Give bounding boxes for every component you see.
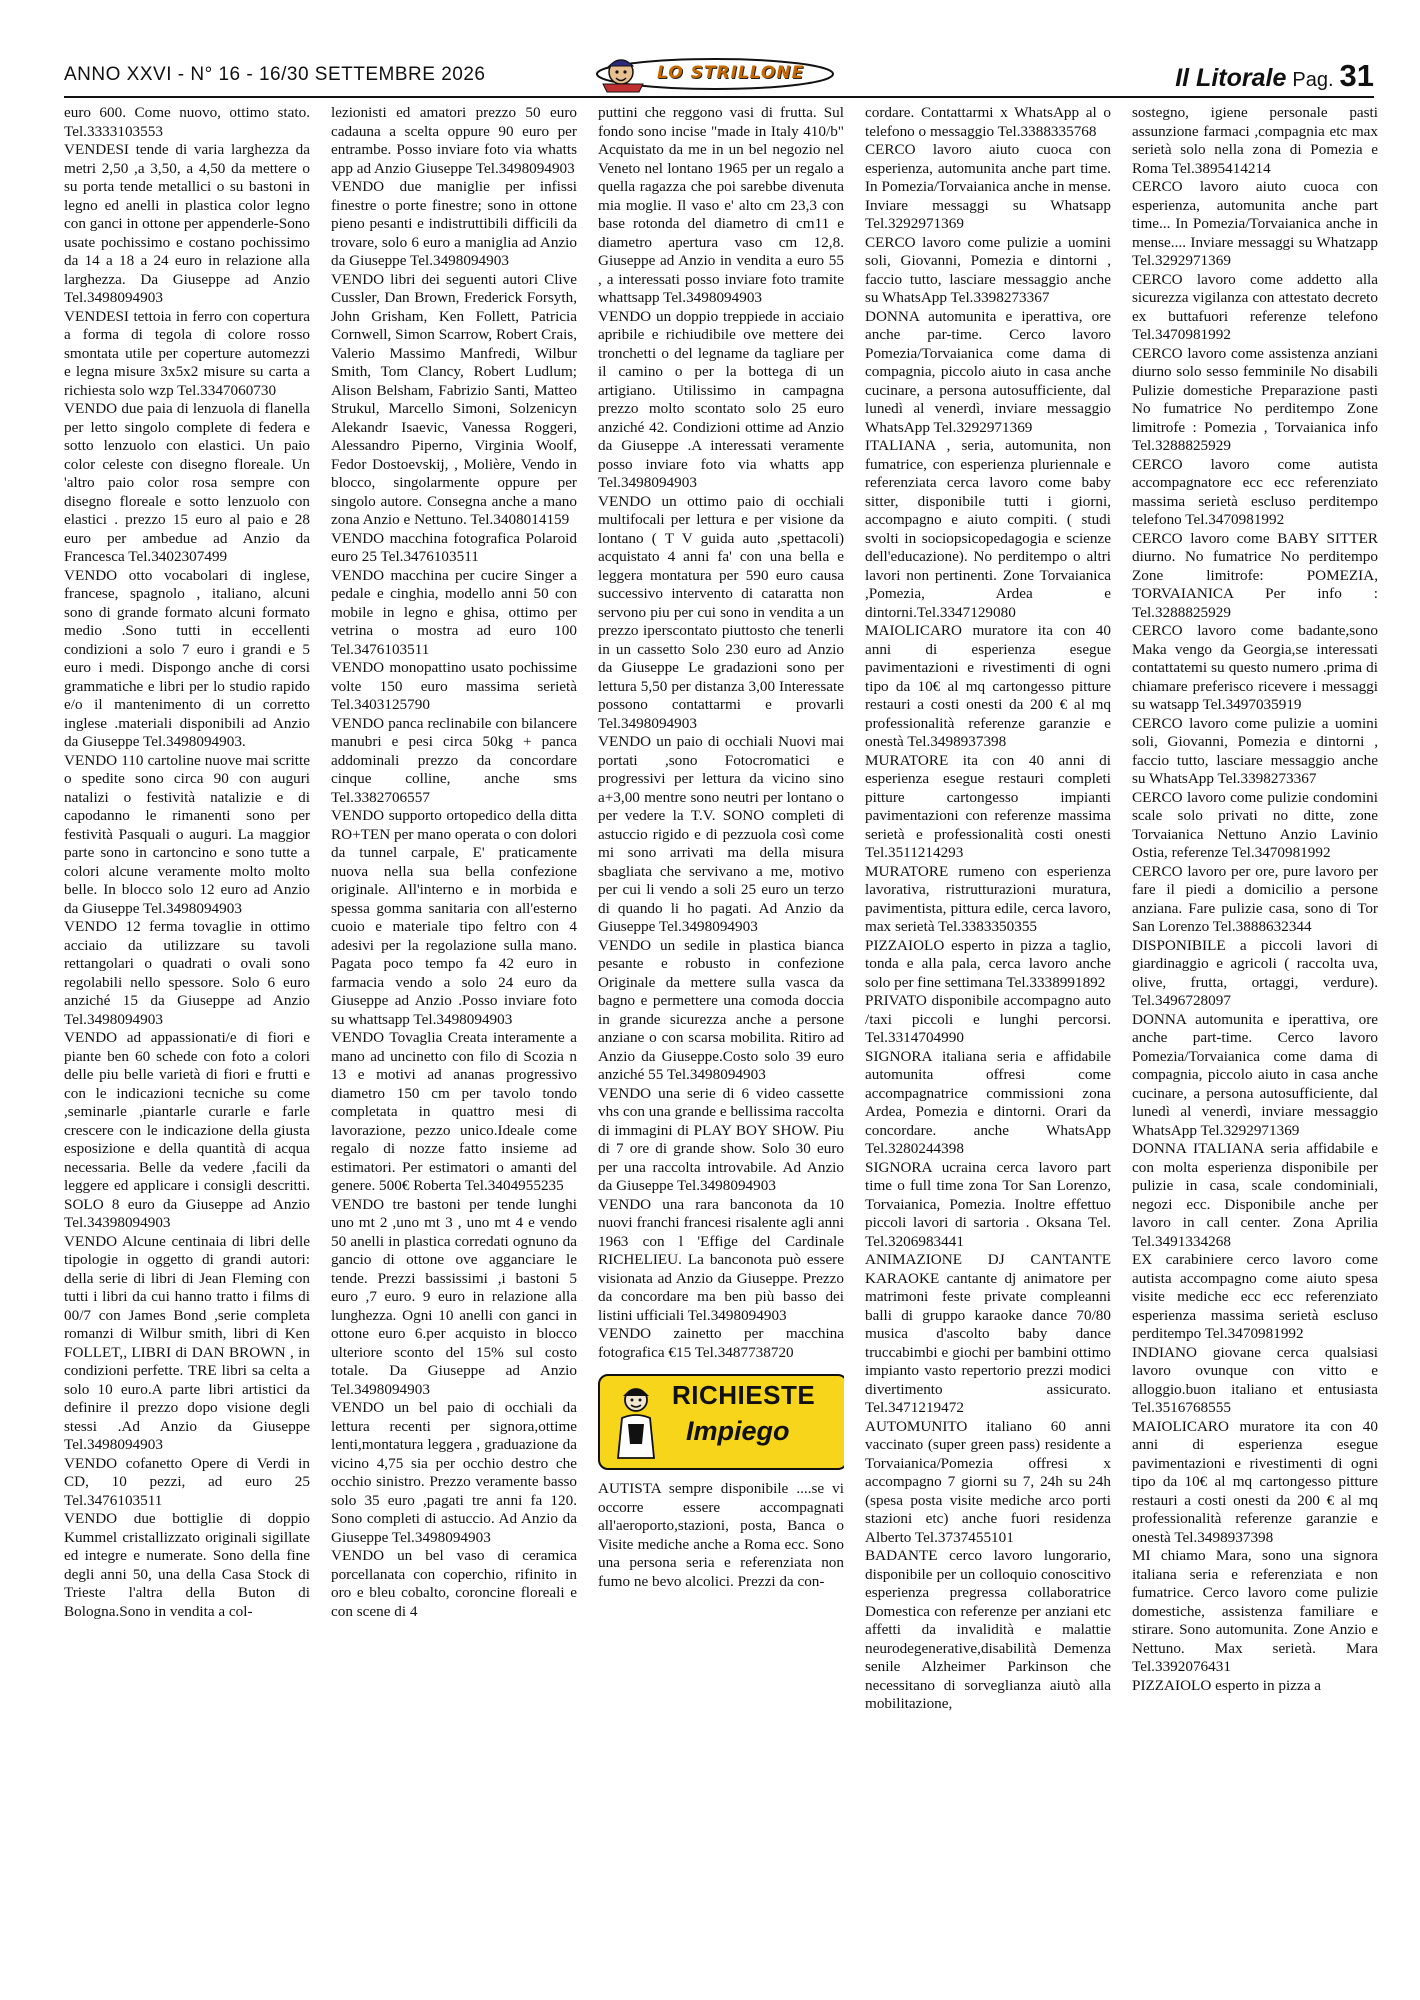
- page-header: [64, 58, 1374, 92]
- classified-ad: VENDO panca reclinabile con bilancere manubri e pesi circa 50kg + panca addominali prezzo da concordare cinque colline, anche sms Tel.3382706557: [331, 714, 577, 806]
- classified-ad: lezionisti ed amatori prezzo 50 euro cadauna a scelta oppure 90 euro per entrambe. Posso inviare foto via whatts app ad Anzio Giuseppe Tel.3498094903: [331, 104, 577, 177]
- page-label: [1175, 58, 1374, 94]
- classified-ad: ANIMAZIONE DJ CANTANTE KARAOKE cantante dj animatore per matrimoni feste private compleanni balli di gruppo karaoke dance 70/80 musica d'ascolto baby dance truccabimbi e giochi per bambini ottimo impianto vasto repertorio prezzi modici divertimento assicurato. Tel.3471219472: [865, 1251, 1111, 1416]
- classified-ad: VENDO supporto ortopedico della ditta RO+TEN per mano operata o con dolori da tunnel carpale, E' praticamente nuova nella sua bella confezione originale. All'interno e in morbida e spessa gomma sanitaria con all'esterno cuoio e materiale tipo feltro con 4 adesivi per la regolazione sulla mano. Pagata poco tempo fa 42 euro in farmacia vendo a solo 24 euro da Giuseppe ad Anzio .Posso inviare foto su whattsapp Tel.3498094903: [331, 807, 577, 1028]
- classified-ad: DONNA ITALIANA seria affidabile e con molta esperienza disponibile per pulizie in casa, scale condominiali, negozi ecc. Disponibile anche per lavoro in call center. Zona Aprilia Tel.3491334268: [1132, 1140, 1378, 1250]
- classified-ad: sostegno, igiene personale pasti assunzione farmaci ,compagnia etc max serietà solo nella zona di Pomezia e Roma Tel.3895414214: [1132, 104, 1378, 177]
- classified-ad: VENDO un doppio treppiede in acciaio apribile e richiudibile ove mettere dei tronchetti o del legname da tagliare per il camino o per la bottega di un artigiano. Utilissimo in campagna prezzo molto scontato solo 25 euro anziché 42. Condizioni ottime ad Anzio da Giuseppe .A interessati veramente posso inviare foto via whatts app Tel.3498094903: [598, 307, 844, 491]
- classified-ad: VENDO ad appassionati/e di fiori e piante ben 60 schede con foto a colori delle piu belle varietà di fiori e frutti e con le indicazioni tecniche su come ,seminarle ,piantarle curarle e farle crescere con le indicazione della giusta esposizione e della quantità di acqua necessaria. Belle da vedere ,facili da leggere ed applicare i consigli descritti. SOLO 8 euro da Giuseppe ad Anzio Tel.34398094903: [64, 1029, 310, 1231]
- classified-ad: VENDO un paio di occhiali Nuovi mai portati ,sono Fotocromatici e progressivi per lettura da vicino sino a+3,00 mentre sono neutri per lontano o per vedere la T.V. SONO completi di astuccio rigido e di pezzuola così come mi sono arrivati ma della misura sbagliata che servivano a me, motivo per cui li vendo a soli 25 euro un terzo di quando li ho pagati. Ad Anzio da Giuseppe Tel.3498094903: [598, 733, 844, 935]
- classified-ad: CERCO lavoro come pulizie a uomini soli, Giovanni, Pomezia e dintorni , faccio tutto, lasciare messaggio anche su WhatsApp Tel.3398273367: [865, 233, 1111, 306]
- classified-ad: DONNA automunita e iperattiva, ore anche part-time. Cerco lavoro Pomezia/Torvaianica come dama di compagnia, piccolo aiuto in casa anche cucinare, a persona autosufficiente, dal lunedì al venerdì, inviare messaggio WhatsApp Tel.3292971369: [1132, 1010, 1378, 1139]
- classified-ad: VENDO cofanetto Opere di Verdi in CD, 10 pezzi, ad euro 25 Tel.3476103511: [64, 1454, 310, 1509]
- classified-ad: VENDO Tovaglia Creata interamente a mano ad uncinetto con filo di Scozia n 13 e motivi ad ananas progressivo diametro 150 cm per tavolo tondo completata in quattro mesi di lavorazione, pezzo unico.Ideale come regalo di nozze fatto insieme ad estimatori. Per estimatori o amanti del genere. 500€ Roberta Tel.3404955235: [331, 1029, 577, 1194]
- classified-ad: VENDO un ottimo paio di occhiali multifocali per lettura e per visione da lontano ( T V guida auto ,spettacoli) acquistato 4 anni fa' con una bella e leggera montatura per 590 euro causa successivo intervento di cataratta non servono piu per cui sono in vendita a un prezzo iperscontato piuttosto che tenerli in un cassetto Solo 230 euro ad Anzio da Giuseppe Le gradazioni sono per lettura 5,50 per distanza 3,00 Interessate possono contattarmi e provarli Tel.3498094903: [598, 492, 844, 732]
- classified-ad: CERCO lavoro come assistenza anziani diurno solo sesso femminile No disabili Pulizie domestiche Preparazione pasti No fumatrice No perditempo Zone limitrofe : Pomezia , Torvaianica info Tel.3288825929: [1132, 344, 1378, 454]
- classified-ad: VENDO monopattino usato pochissime volte 150 euro massima serietà Tel.3403125790: [331, 659, 577, 713]
- classified-ad: CERCO lavoro come BABY SITTER diurno. No fumatrice No perditempo Zone limitrofe: POMEZIA, TORVAIANICA Per info : Tel.3288825929: [1132, 529, 1378, 621]
- classified-ad: VENDO tre bastoni per tende lunghi uno mt 2 ,uno mt 3 , uno mt 4 e vendo 50 anelli in plastica corredati ognuno da gancio di ottone ove agganciare le tende. Prezzi bassissimi ,i bastoni 5 euro ,7 euro. 9 euro in relazione alla lunghezza. Ogni 10 anelli con ganci in ottone euro 6.per acquisto in blocco ulteriore sconto del 15% sul costo totale. Da Giuseppe ad Anzio Tel.3498094903: [331, 1195, 577, 1398]
- classified-ad: VENDO due paia di lenzuola di flanella per letto singolo complete di federa e sotto lenzuolo con elastici. Un paio color celeste con disegno floreale. Un 'altro paio color rosa sempre con disegno floreale e sotto lenzuolo con elastici . prezzo 15 euro al paio e 28 euro per ambedue ad Anzio da Francesca Tel.3402307499: [64, 400, 310, 565]
- classified-ad: VENDO otto vocabolari di inglese, francese, spagnolo , italiano, alcuni sono di grande formato alcuni formato medio .Sono tutti in eccellenti condizioni a solo 7 euro i grandi e 5 euro i medi. Dispongo anche di corsi grammatiche e libri per lo studio rapido e/o il mantenimento di un corretto inglese .materiali disponibili ad Anzio da Giuseppe Tel.3498094903.: [64, 566, 310, 750]
- worker-icon: [606, 1384, 666, 1460]
- classified-ad: euro 600. Come nuovo, ottimo stato. Tel.3333103553: [64, 104, 310, 140]
- paper-name: Il Litorale: [1175, 64, 1287, 92]
- page-number: 31: [1339, 58, 1374, 93]
- section-banner-richieste-impiego: [598, 1374, 844, 1470]
- classified-ad: CERCO lavoro aiuto cuoca con esperienza, automunita anche part time... In Pomezia/Torvaianica anche in mense.... Inviare messaggi su Whatzapp Tel.3292971369: [1132, 178, 1378, 269]
- classified-ad: ITALIANA , seria, automunita, non fumatrice, con esperienza pluriennale e referenziata cerca lavoro come baby sitter, disponibile tutti i giorni, accompagno e aiuto compiti. ( studi svolti in sociopsicopedagogia e scienze dell'educazione). No perditempo o altri lavori non pertinenti. Zone Torvaianica ,Pomezia, Ardea e dintorni.Tel.3347129080: [865, 437, 1111, 621]
- classified-ad: DONNA automunita e iperattiva, ore anche par-time. Cerco lavoro Pomezia/Torvaianica come dama di compagnia, piccolo aiuto in casa anche cucinare, a persona autosufficiente, dal lunedì al venerdì, inviare messaggio WhatsApp Tel.3292971369: [865, 307, 1111, 436]
- classified-ad: VENDO una rara banconota da 10 nuovi franchi francesi risalente agli anni 1963 con l 'Effige del Cardinale RICHELIEU. La banconota può essere visionata ad Anzio da Giuseppe. Prezzo da concordare ma ben più basso dei listini ufficiali Tel.3498094903: [598, 1195, 844, 1324]
- issue-info: ANNO XXVI - N° 16 - 16/30 SETTEMBRE 2026: [64, 64, 486, 85]
- column-4: [865, 104, 1111, 1984]
- classified-ad: PIZZAIOLO esperto in pizza a: [1132, 1676, 1321, 1694]
- classified-ad: EX carabiniere cerco lavoro come autista accompagno come aiuto spesa visite mediche ecc ecc referenziato esperienza massima serietà escluso perditempo Tel.3470981992: [1132, 1251, 1378, 1342]
- classified-ad: puttini che reggono vasi di frutta. Sul fondo sono incise "made in Italy 410/b" Acquistato da me in un bel negozio nel Veneto nel lontano 1965 per un regalo a quella ragazza che poi sarebbe divenuta mia moglie. Il vaso e' alto cm 23,3 con base rotonda del diametro di cm11 e diametro apertura vaso cm 12,8. Giuseppe ad Anzio in vendita a euro 55 , a interessati posso inviare foto tramite whattsapp Tel.3498094903: [598, 104, 844, 306]
- classified-ad: MURATORE rumeno con esperienza lavorativa, ristrutturazioni muratura, pavimentista, pittura edile, cerca lavoro, max serietà Tel.3383350355: [865, 862, 1111, 935]
- classified-ad: PIZZAIOLO esperto in pizza a taglio, tonda e alla pala, cerca lavoro anche solo per fine settimana Tel.3338991892: [865, 936, 1111, 991]
- classified-ad: VENDO macchina fotografica Polaroid euro 25 Tel.3476103511: [331, 529, 577, 565]
- classified-ad: VENDO Alcune centinaia di libri delle tipologie in oggetto di grandi autori: della serie di libri di Jean Fleming con tutti i libri da cui hanno tratto i films di 00/7 con James Bond ,serie completa romanzi di Wilbur smith, libri di Ken FOLLET,, LIBRI di DAN BROWN , in condizioni perfette. TRE libri sa celta a solo 10 euro.A parte libri artistici da definire il prezzo dopo visione degli stessi .Ad Anzio da Giuseppe Tel.3498094903: [64, 1232, 310, 1453]
- classified-ad: MURATORE ita con 40 anni di esperienza esegue restauri completi pitture cartongesso impianti pavimentazioni con referenze massima serietà e professionalità costi onesti Tel.3511214293: [865, 751, 1111, 861]
- classified-ad: CERCO lavoro per ore, pure lavoro per fare il piedi a domicilio a persone anziana. Fare pulizie casa, sono di Tor San Lorenzo Tel.3888632344: [1132, 862, 1378, 935]
- classified-ad: VENDO un bel vaso di ceramica porcellanata con coperchio, rifinito in oro e bleu cobalto, coroncine floreali e con scene di 4: [331, 1547, 577, 1620]
- masthead-logo: [595, 54, 835, 94]
- classified-ad: VENDESI tende di varia larghezza da metri 2,50 ,a 3,50, a 4,50 da mettere o su porta tende metallici o su bastoni in legno ed anelli in plastica color legno con ganci in ottone per appenderle-Sono usate pochissimo e costano pochissimo da 14 a 18 a 24 euro in relazione alla larghezza. Da Giuseppe ad Anzio Tel.3498094903: [64, 141, 310, 306]
- header-rule: [64, 96, 1374, 98]
- classified-ad: VENDO macchina per cucire Singer a pedale e cinghia, modello anni 50 con mobile in legno e ghisa, ottimo per vetrina o mostra ad euro 100 Tel.3476103511: [331, 566, 577, 658]
- classified-ad: DISPONIBILE a piccoli lavori di giardinaggio e agricoli ( raccolta uva, olive, frutta, ortaggi, verdure). Tel.3496728097: [1132, 936, 1378, 1009]
- classified-ad: VENDO una serie di 6 video cassette vhs con una grande e bellissima raccolta di immagini di PLAY BOY SHOW. Piu di 7 ore di grande show. Solo 30 euro per una raccolta introvabile. Ad Anzio da Giuseppe Tel.3498094903: [598, 1084, 844, 1194]
- classified-ad: AUTISTA sempre disponibile ....se vi occorre essere accompagnati all'aeroporto,stazioni, posta, Banca o Visite mediche anche a Roma ecc. Sono una persona seria e referenziata non fumo ne bevo alcolici. Prezzi da con-: [598, 1480, 844, 1590]
- classified-ad: BADANTE cerco lavoro lungorario, disponibile per un colloquio conoscitivo esperienza pregressa collaboratrice Domestica con referenze per anziani etc affetti da invalidità e malattie neurodegenerative,disabilità Demenza senile Alzheimer Parkinson che necessitano di sorveglianza aiutò alla mobilitazione,: [865, 1547, 1111, 1712]
- classified-ad: VENDO due bottiglie di doppio Kummel cristallizzato originali sigillate ed integre e numerate. Sono della fine degli anni 50, una della Casa Stock di Trieste l'altra della Buton di Bologna.Sono in vendita a col-: [64, 1510, 310, 1620]
- classified-ad: VENDO 12 ferma tovaglie in ottimo acciaio da utilizzare su tavoli rettangolari o quadrati o ovali sono regolabili nello spessore. Solo 6 euro anziché 15 da Giuseppe ad Anzio Tel.3498094903: [64, 918, 310, 1028]
- classified-ad: CERCO lavoro come pulizie a uomini soli, Giovanni, Pomezia e dintorni , faccio tutto, lasciare messaggio anche su WhatsApp Tel.3398273367: [1132, 714, 1378, 787]
- column-5: [1132, 104, 1378, 1984]
- classifieds-columns: [64, 104, 1378, 1984]
- classified-ad: VENDO due maniglie per infissi finestre o porte finestre; sono in ottone pieno pesanti e indistruttibili difficili da trovare, solo 6 euro a maniglia ad Anzio da Giuseppe Tel.3498094903: [331, 178, 577, 269]
- classified-ad: cordare. Contattarmi x WhatsApp al o telefono o messaggio Tel.3388335768: [865, 104, 1111, 140]
- column-3: [598, 104, 844, 1984]
- classified-ad: VENDO 110 cartoline nuove mai scritte o spedite sono circa 90 con auguri natalizi o festività natalizie e di capodanno le rimanenti sono per festività Pasquali o auguri. La maggior parte sono in cartoncino e sono tutte a colori alcune veramente molto molto belle. In blocco solo 12 euro ad Anzio da Giuseppe Tel.3498094903: [64, 751, 310, 917]
- column-2: [331, 104, 577, 1984]
- column-1: [64, 104, 310, 1984]
- classified-ad: MAIOLICARO muratore ita con 40 anni di esperienza esegue pavimentazioni e rivestimenti di ogni tipo da 10€ al mq cartongesso pitture restauri a costi onesti da 200 € al mq professionalità referenze garanzie e onestà Tel.3498937398: [865, 622, 1111, 750]
- classified-ad: CERCO lavoro come addetto alla sicurezza vigilanza con attestato decreto ex buttafuori referenze telefono Tel.3470981992: [1132, 270, 1378, 343]
- classified-ad: PRIVATO disponibile accompagno auto /taxi piccoli e lunghi percorsi. Tel.3314704990: [865, 992, 1111, 1046]
- classified-ad: INDIANO giovane cerca qualsiasi lavoro ovunque con vitto e alloggio.buon italiano et entusiasta Tel.3516768555: [1132, 1343, 1378, 1416]
- pag-label: Pag.: [1292, 69, 1334, 91]
- classified-ad: SIGNORA italiana seria e affidabile automunita offresi come accompagnatrice commissioni zona Ardea, Pomezia e dintorni. Orari da concordare. anche WhatsApp Tel.3280244398: [865, 1047, 1111, 1157]
- classified-ad: CERCO lavoro aiuto cuoca con esperienza, automunita anche part time. In Pomezia/Torvaianica anche in mense. Inviare messaggi su Whatsapp Tel.3292971369: [865, 141, 1111, 232]
- classified-ad: SIGNORA ucraina cerca lavoro part time o full time zona Tor San Lorenzo, Torvaianica, Pomezia. Inoltre effettuo piccoli lavori di sartoria . Oksana Tel. Tel.3206983441: [865, 1158, 1111, 1250]
- classified-ad: MAIOLICARO muratore ita con 40 anni di esperienza esegue pavimentazioni e rivestimenti di ogni tipo da 10€ al mq cartongesso pitture restauri a costi onesti da 200 € al mq professionalità referenze garanzie e onestà Tel.3498937398: [1132, 1417, 1378, 1546]
- classified-ad: VENDO libri dei seguenti autori Clive Cussler, Dan Brown, Frederick Forsyth, John Grisham, Ken Follett, Patricia Cornwell, Simon Scarrow, Robert Crais, Valerio Massimo Manfredi, Wilbur Smith, Tom Clancy, Robert Ludlum; Alison Belsham, Fabrizio Santi, Matteo Strukul, Marcello Simoni, Solzenicyn Alekandr Isaevic, Vanessa Roggeri, Alessandro Piperno, Virginia Woolf, Fedor Dostoevskij, , Molière, Vendo in blocco, singolarmente oppure per singolo autore. Consegna anche a mano zona Anzio e Nettuno. Tel.3408014159: [331, 270, 577, 528]
- classified-ad: MI chiamo Mara, sono una signora italiana seria e referenziata e non fumatrice. Cerco lavoro come pulizie domestiche, assistenza familiare e stirare. Sono automunita. Zone Anzio e Nettuno. Max serietà. Mara Tel.3392076431: [1132, 1547, 1378, 1675]
- classified-ad: AUTOMUNITO italiano 60 anni vaccinato (super green pass) residente a Torvaianica/Pomezia offresi x accompagno 7 giorni su 7, 24h su 24h (spesa posta visite mediche arco porti stazioni etc) anche fuori residenza Alberto Tel.3737455101: [865, 1417, 1111, 1546]
- logo-text: LO STRILLONE: [657, 63, 805, 83]
- classified-ad: CERCO lavoro come pulizie condomini scale solo privati no ditte, zone Torvaianica Nettuno Anzio Lavinio Ostia, referenze Tel.3470981992: [1132, 788, 1378, 861]
- section-title-impiego: Impiego: [686, 1416, 790, 1446]
- section-title-richieste: RICHIESTE: [672, 1380, 816, 1410]
- classified-ad: CERCO lavoro come autista accompagnatore ecc ecc referenziato massima serietà escluso perditempo telefono Tel.3470981992: [1132, 455, 1378, 528]
- classified-ad: CERCO lavoro come badante,sono Maka vengo da Georgia,se interessati contattatemi su questo numero .prima di chiamare preferisco ricevere i messaggi su watsapp Tel.3497035919: [1132, 622, 1378, 713]
- classified-ad: VENDO un sedile in plastica bianca pesante e robusto in confezione Originale da mettere sulla vasca da bagno e permettere una comoda doccia in grande sicurezza anche a persone anziane o con scarsa mobilita. Ritiro ad Anzio da Giuseppe.Costo solo 39 euro anziché 55 Tel.3498094903: [598, 936, 844, 1083]
- classified-ad: VENDO un bel paio di occhiali da lettura recenti per signora,ottime lenti,montatura leggera , graduazione da vicino 4,75 sia per occhio destro che occhio sinistro. Prezzo veramente basso solo 35 euro ,pagati tre anni fa 120. Sono completi di astuccio. Ad Anzio da Giuseppe Tel.3498094903: [331, 1399, 577, 1546]
- classified-ad: VENDO zainetto per macchina fotografica €15 Tel.3487738720: [598, 1325, 844, 1361]
- classified-ad: VENDESI tettoia in ferro con copertura a forma di tegola di colore rosso smontata utile per coperture automezzi e legna misure 3x5x2 misure su carta a richiesta solo wzp Tel.3347060730: [64, 307, 310, 399]
